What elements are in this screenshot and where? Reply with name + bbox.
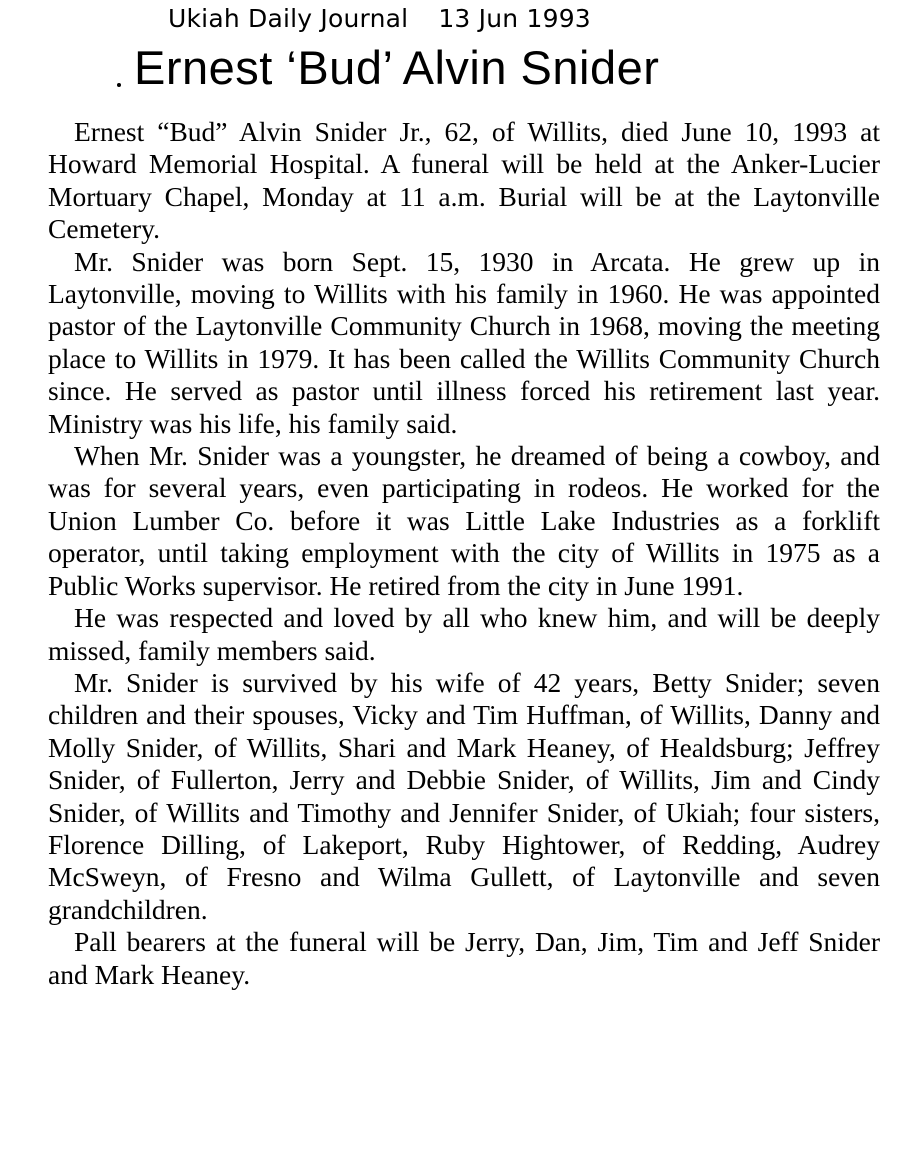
article-body	[48, 116, 880, 991]
paragraph-tribute: He was respected and loved by all who knew him, and will be deeply missed, family members said.	[48, 602, 880, 666]
paragraph-biography: Mr. Snider was born Sept. 15, 1930 in Arcata. He grew up in Laytonville, moving to Willits with his family in 1960. He was appointed pastor of the Laytonville Community Church in 1968, moving the meeting place to Willits in 1979. It has been called the Willits Community Church since. He served as pastor until illness forced his retirement last year. Ministry was his life, his family said.	[48, 245, 880, 439]
stray-dot-mark	[117, 83, 121, 87]
paragraph-career: When Mr. Snider was a youngster, he dreamed of being a cowboy, and was for several years, even participating in rodeos. He worked for the Union Lumber Co. before it was Little Lake Industries as a forklift operator, until taking employment with the city of Willits in 1975 as a Public Works supervisor. He retired from the city in June 1991.	[48, 440, 880, 601]
publication-date: 13 Jun 1993	[438, 4, 591, 33]
headline: Ernest ‘Bud’ Alvin Snider	[134, 41, 660, 94]
paragraph-survivors: Mr. Snider is survived by his wife of 42 years, Betty Snider; seven children and their spouses, Vicky and Tim Huffman, of Willits, Danny and Molly Snider, of Willits, Shari and Mark Heaney, of Healdsburg; Jeffrey Snider, of Fullerton, Jerry and Debbie Snider, of Willits, Jim and Cindy Snider, of Willits and Timothy and Jennifer Snider, of Ukiah; four sisters, Florence Dilling, of Lakeport, Ruby Hightower, of Redding, Audrey McSweyn, of Fresno and Wilma Gullett, of Laytonville and seven grandchildren.	[48, 666, 880, 925]
paragraph-death-notice: Ernest “Bud” Alvin Snider Jr., 62, of Willits, died June 10, 1993 at Howard Memorial Hospital. A funeral will be held at the Anker-Lucier Mortuary Chapel, Monday at 11 a.m. Burial will be at the Laytonville Cemetery.	[48, 116, 880, 245]
newspaper-name: Ukiah Daily Journal	[168, 4, 409, 33]
paragraph-pallbearers: Pall bearers at the funeral will be Jerry, Dan, Jim, Tim and Jeff Snider and Mark Heaney.	[48, 926, 880, 990]
source-line	[168, 4, 591, 34]
